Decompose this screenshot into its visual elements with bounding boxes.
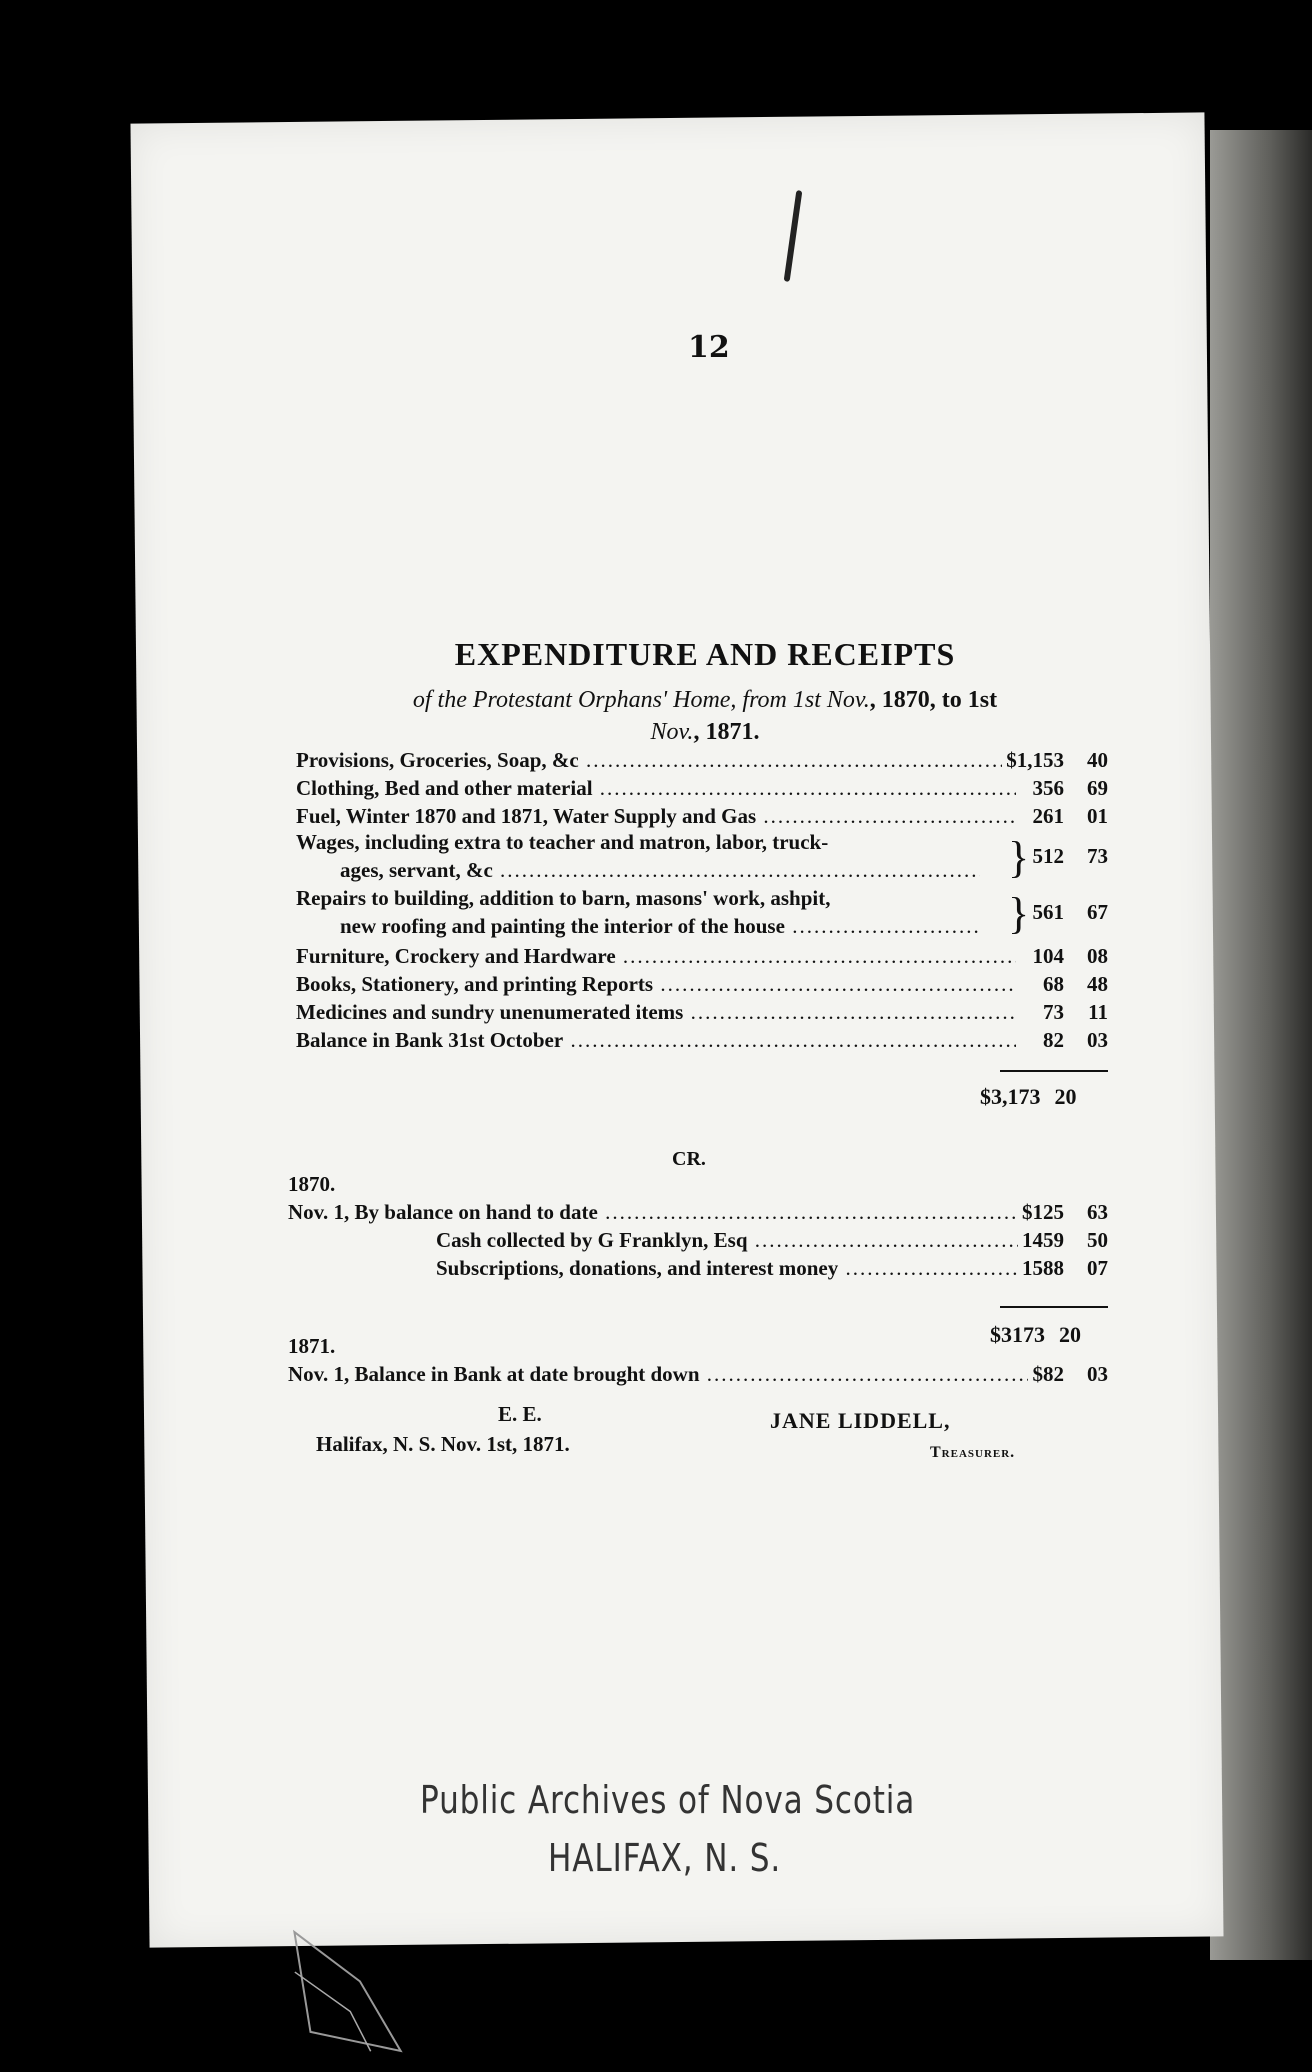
- receipt-label: Cash collected by G Franklyn, Esq .....: [436, 1226, 1026, 1254]
- expenditure-row-multiline: [296, 830, 1108, 886]
- receipts-section: [288, 1160, 1108, 1282]
- total-rule: [1000, 1306, 1108, 1308]
- expenditure-total-cents: 20: [1054, 1084, 1077, 1109]
- expenditure-row: [296, 802, 1108, 830]
- expenditure-label-line1: Wages, including extra to teacher and matron, labor, truck-: [296, 830, 829, 854]
- errors-excepted: E. E.: [498, 1402, 542, 1426]
- expenditure-list: [296, 746, 1108, 1054]
- expenditure-cents: 08: [1087, 944, 1108, 968]
- expenditure-label: Medicines and sundry unenumerated items .....: [296, 998, 1016, 1026]
- closing-label: Nov. 1, Balance in Bank at date brought down .....: [288, 1360, 1028, 1388]
- expenditure-amount: 82: [1039, 1026, 1064, 1054]
- expenditure-amount: 73: [1039, 998, 1064, 1026]
- document-title: EXPENDITURE AND RECEIPTS: [454, 636, 956, 672]
- expenditure-total: [980, 1084, 1077, 1110]
- expenditure-label: Furniture, Crockery and Hardware .....: [296, 942, 1016, 970]
- corner-fold-mark: [289, 1911, 421, 2062]
- receipt-row: [288, 1254, 1108, 1282]
- expenditure-amount: 104: [1029, 942, 1065, 970]
- receipt-row: [288, 1198, 1108, 1226]
- expenditure-row: [296, 1026, 1108, 1054]
- total-rule: [1000, 1070, 1108, 1072]
- document-subtitle: [290, 684, 1120, 748]
- expenditure-row: [296, 942, 1108, 970]
- expenditure-label-line1: Repairs to building, addition to barn, masons' work, ashpit,: [296, 886, 831, 910]
- receipt-row: [288, 1226, 1108, 1254]
- expenditure-total-amount: $3,173: [980, 1084, 1041, 1109]
- closing-row: [288, 1360, 1108, 1388]
- closing-cents: 03: [1087, 1362, 1108, 1386]
- brace-symbol: }: [1008, 889, 1030, 938]
- receipt-cents: 63: [1087, 1200, 1108, 1224]
- receipts-total-amount: $3173: [990, 1322, 1045, 1347]
- expenditure-amount: $1,153: [1002, 746, 1064, 774]
- place-date: Halifax, N. S. Nov. 1st, 1871.: [316, 1432, 570, 1456]
- expenditure-amount: 512: [1032, 844, 1064, 868]
- expenditure-label: Books, Stationery, and printing Reports .....: [296, 970, 1016, 998]
- subtitle-nov-b: Nov.: [650, 719, 694, 745]
- expenditure-row-multiline: [296, 886, 1108, 942]
- subtitle-year: , 1871.: [693, 719, 760, 745]
- receipt-amount: 1459: [1018, 1226, 1064, 1254]
- archive-stamp-line1: Public Archives of Nova Scotia: [420, 1778, 916, 1822]
- receipt-label: Nov. 1, By balance on hand to date .....: [288, 1198, 1028, 1226]
- receipt-cents: 50: [1087, 1228, 1108, 1252]
- brace-symbol: }: [1008, 833, 1030, 882]
- expenditure-cents: 67: [1087, 900, 1108, 924]
- subtitle-nov-a: Nov.: [826, 687, 870, 713]
- cr-heading: CR.: [672, 1148, 706, 1170]
- expenditure-row: [296, 774, 1108, 802]
- expenditure-label: Clothing, Bed and other material .....: [296, 774, 1016, 802]
- receipt-label: Subscriptions, donations, and interest money .....: [436, 1254, 1026, 1282]
- signer-role: Treasurer.: [930, 1444, 1016, 1461]
- subtitle-mid: , 1870, to 1st: [869, 687, 998, 713]
- book-gutter-shadow: [1210, 130, 1312, 1960]
- expenditure-amount: 356: [1029, 774, 1065, 802]
- expenditure-row: [296, 970, 1108, 998]
- signer-name: JANE LIDDELL,: [770, 1408, 951, 1433]
- expenditure-row: [296, 998, 1108, 1026]
- closing-amount: $82: [1029, 1360, 1065, 1388]
- expenditure-amount: 68: [1039, 970, 1064, 998]
- receipts-year: 1870.: [288, 1172, 336, 1196]
- closing-year: 1871.: [288, 1334, 336, 1358]
- expenditure-cents: 11: [1088, 1000, 1108, 1024]
- expenditure-cents: 01: [1087, 804, 1108, 828]
- expenditure-label-line2: new roofing and painting the interior of the house .....: [340, 914, 980, 939]
- expenditure-cents: 73: [1087, 844, 1108, 868]
- expenditure-cents: 03: [1087, 1028, 1108, 1052]
- expenditure-label: Balance in Bank 31st October .....: [296, 1026, 1016, 1054]
- receipt-cents: 07: [1087, 1256, 1108, 1280]
- expenditure-cents: 40: [1087, 748, 1108, 772]
- expenditure-cents: 69: [1087, 776, 1108, 800]
- expenditure-amount: 561: [1032, 900, 1064, 924]
- receipt-amount: 1588: [1018, 1254, 1064, 1282]
- expenditure-row: [296, 746, 1108, 774]
- page-number: 12: [688, 330, 730, 365]
- receipt-amount: $125: [1018, 1198, 1064, 1226]
- expenditure-amount: 261: [1029, 802, 1065, 830]
- expenditure-cents: 48: [1087, 972, 1108, 996]
- closing-section: [288, 1332, 1108, 1388]
- expenditure-label-line2: ages, servant, &c .....: [340, 858, 980, 883]
- receipts-total-cents: 20: [1059, 1322, 1081, 1347]
- expenditure-label: Fuel, Winter 1870 and 1871, Water Supply and Gas .....: [296, 802, 1016, 830]
- archive-stamp-line2: HALIFAX, N. S.: [548, 1836, 782, 1880]
- expenditure-label: Provisions, Groceries, Soap, &c .....: [296, 746, 1016, 774]
- subtitle-prefix: of the Protestant Orphans' Home, from 1st: [412, 687, 821, 713]
